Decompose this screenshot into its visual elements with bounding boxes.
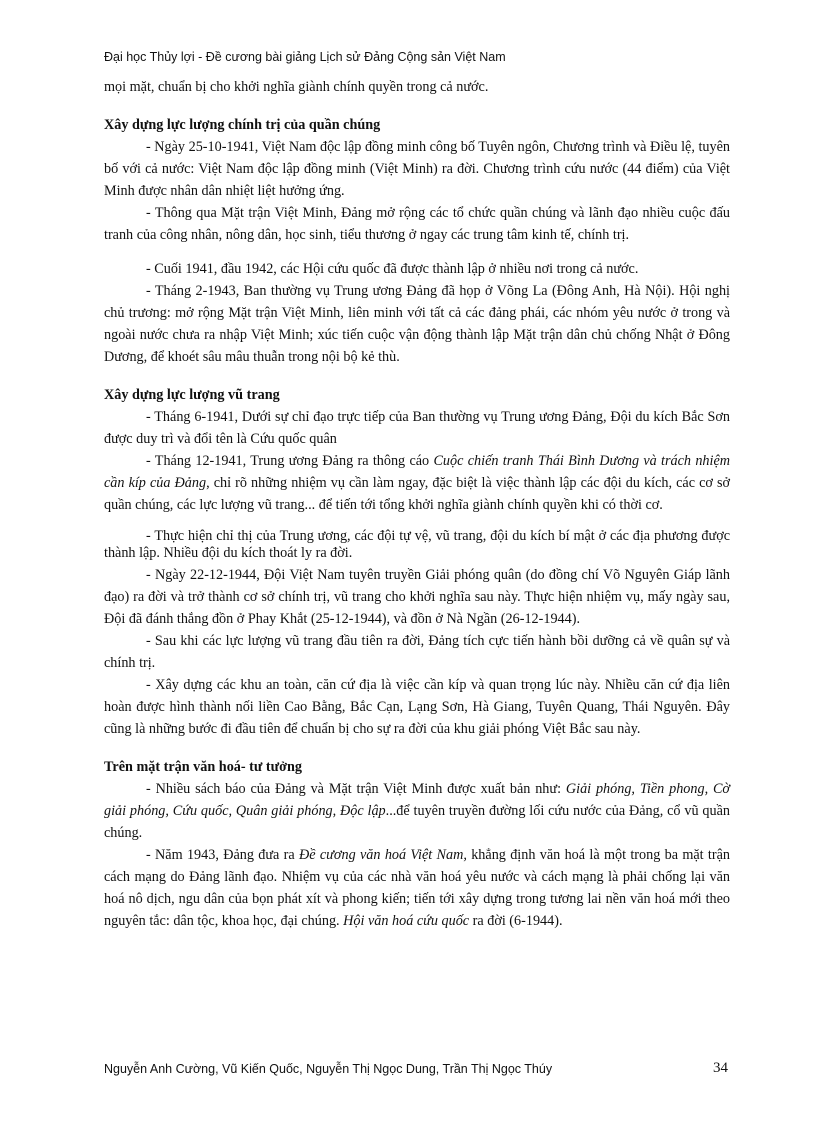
paragraph: - Xây dựng các khu an toàn, căn cứ địa là việc cần kíp và quan trọng lúc này. Nhiều căn cứ địa liên hoàn được hình thành nối liền Cao Bằng, Bắc Cạn, Lạng Sơn, Hà Giang, Tuyên Quang, Thái Nguyên. Đây cũng là những bước đi đầu tiên để chuẩn bị cho sự ra đời của khu giải phóng Việt Bắc sau này. xyxy=(104,677,730,737)
paragraph: - Nhiều sách báo của Đảng và Mặt trận Việt Minh được xuất bản như: Giải phóng, Tiền phong, Cờ giải phóng, Cứu quốc, Quân giải phóng, Độc lập...để tuyên truyền đường lối cứu nước của Đảng, cổ vũ quần chúng. xyxy=(104,781,731,841)
page-body xyxy=(104,76,730,932)
publication-list-italic: Giải phóng, Tiền phong, Cờ giải phóng, Cứu quốc, Quân giải phóng, Độc lập xyxy=(104,781,731,819)
section-heading-political-forces: Xây dựng lực lượng chính trị của quần chúng xyxy=(104,117,381,133)
paragraph: - Tháng 6-1941, Dưới sự chỉ đạo trực tiếp của Ban thường vụ Trung ương Đảng, Đội du kích Bắc Sơn được duy trì và đổi tên là Cứu quốc quân xyxy=(104,409,730,447)
paragraph: - Thực hiện chỉ thị của Trung ương, các đội tự vệ, vũ trang, đội du kích bí mật ở các địa phương được thành lập. Nhiều đội du kích thoát ly ra đời. xyxy=(104,528,730,561)
paragraph: - Năm 1943, Đảng đưa ra Đề cương văn hoá Việt Nam, khẳng định văn hoá là một trong ba mặt trận cách mạng do Đảng lãnh đạo. Nhiệm vụ của các nhà văn hoá yêu nước và cách mạng là phải chống lại văn hoá nô dịch, ngu dân của bọn phát xít và phong kiến; tiến tới xây dựng trong tương lai nền văn hoá mới theo nguyên tắc: dân tộc, khoa học, đại chúng. Hội văn hoá cứu quốc ra đời (6-1944). xyxy=(104,847,730,929)
intro-paragraph: mọi mặt, chuẩn bị cho khởi nghĩa giành chính quyền trong cả nước. xyxy=(104,79,489,95)
page-header: Đại học Thủy lợi - Đề cương bài giảng Lịch sử Đảng Cộng sản Việt Nam xyxy=(104,50,506,64)
paragraph: - Ngày 22-12-1944, Đội Việt Nam tuyên truyền Giải phóng quân (do đồng chí Võ Nguyên Giáp lãnh đạo) ra đời và trở thành cơ sở chính trị, vũ trang cho khởi nghĩa sau này. Thực hiện nhiệm vụ, mấy ngày sau, Đội đã đánh thắng đồn ở Phay Khắt (25-12-1944), và đồn ở Nà Ngần (26-12-1944). xyxy=(104,567,730,627)
footer-authors: Nguyễn Anh Cường, Vũ Kiến Quốc, Nguyễn Thị Ngọc Dung, Trần Thị Ngọc Thúy xyxy=(104,1062,553,1076)
document-title-italic: Đề cương văn hoá Việt Nam, xyxy=(299,847,467,863)
paragraph: - Cuối 1941, đầu 1942, các Hội cứu quốc đã được thành lập ở nhiều nơi trong cả nước. xyxy=(146,261,639,277)
section-heading-armed-forces: Xây dựng lực lượng vũ trang xyxy=(104,387,280,403)
section-heading-culture-ideology: Trên mặt trận văn hoá- tư tưởng xyxy=(104,759,303,775)
page-number: 34 xyxy=(713,1060,728,1076)
document-title-italic: Cuộc chiến tranh Thái Bình Dương và trách nhiệm cần kíp của Đảng xyxy=(104,453,730,491)
paragraph: - Tháng 12-1941, Trung ương Đảng ra thông cáo Cuộc chiến tranh Thái Bình Dương và trách nhiệm cần kíp của Đảng, chỉ rõ những nhiệm vụ cần làm ngay, đặc biệt là việc thành lập các đội du kích, các cơ sở quần chúng, các lực lượng vũ trang... để tiến tới tổng khởi nghĩa giành chính quyền khi có thời cơ. xyxy=(104,453,730,513)
organization-name-italic: Hội văn hoá cứu quốc xyxy=(343,913,470,929)
paragraph: - Ngày 25-10-1941, Việt Nam độc lập đồng minh công bố Tuyên ngôn, Chương trình và Điều lệ, tuyên bố với cả nước: Việt Nam độc lập đồng minh (Việt Minh) ra đời. Chương trình cứu nước (44 điểm) của Việt Minh được nhân dân nhiệt liệt hưởng ứng. xyxy=(104,139,730,199)
paragraph: - Tháng 2-1943, Ban thường vụ Trung ương Đảng đã họp ở Võng La (Đông Anh, Hà Nội). Hội nghị chủ trương: mở rộng Mặt trận Việt Minh, liên minh với tất cả các đảng phái, các nhóm yêu nước ở trong và ngoài nước chưa ra nhập Việt Minh; xúc tiến cuộc vận động thành lập Mặt trận dân chủ chống Nhật ở Đông Dương, để khoét sâu mâu thuẫn trong nội bộ kẻ thù. xyxy=(104,283,730,365)
page-footer xyxy=(104,1062,730,1076)
paragraph: - Sau khi các lực lượng vũ trang đầu tiên ra đời, Đảng tích cực tiến hành bồi dưỡng cả về quân sự và chính trị. xyxy=(104,633,730,671)
paragraph: - Thông qua Mặt trận Việt Minh, Đảng mở rộng các tổ chức quần chúng và lãnh đạo nhiều cuộc đấu tranh của công nhân, nông dân, học sinh, tiểu thương ở ngay các trung tâm kinh tế, chính trị. xyxy=(104,205,730,243)
